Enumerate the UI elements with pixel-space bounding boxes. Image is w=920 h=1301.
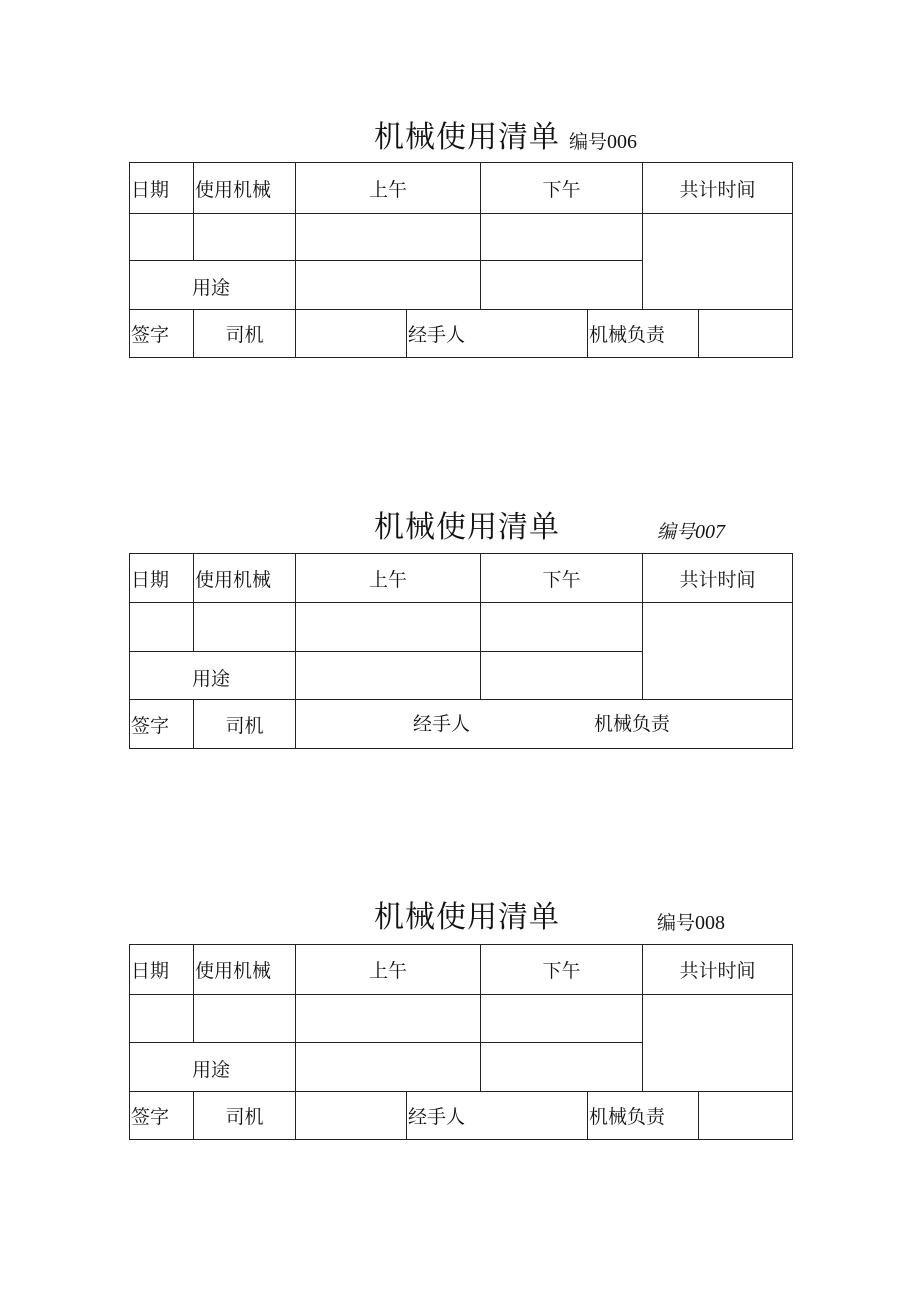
sign-label: 签字 bbox=[129, 699, 194, 749]
serial-number bbox=[569, 130, 637, 154]
machine-owner-signature-field[interactable] bbox=[698, 309, 793, 358]
header-morning: 上午 bbox=[295, 944, 481, 995]
serial-value: 007 bbox=[695, 521, 726, 543]
serial-value: 006 bbox=[607, 131, 638, 153]
machine-owner-label: 机械负责 bbox=[587, 1091, 699, 1140]
form-title: 机械使用清单 bbox=[374, 900, 560, 935]
morning-field[interactable] bbox=[295, 602, 481, 652]
driver-signature-field[interactable] bbox=[295, 309, 407, 358]
header-total-time: 共计时间 bbox=[642, 944, 793, 995]
total-time-field[interactable] bbox=[642, 213, 793, 310]
form-title: 机械使用清单 bbox=[374, 120, 560, 155]
header-morning: 上午 bbox=[295, 553, 481, 603]
sign-label: 签字 bbox=[129, 309, 194, 358]
serial-label: 编号 bbox=[569, 131, 608, 153]
purpose-label: 用途 bbox=[192, 668, 231, 690]
machine-field[interactable] bbox=[193, 213, 296, 261]
handler-label: 经手人 bbox=[413, 713, 471, 735]
driver-signature-field[interactable] bbox=[295, 1091, 407, 1140]
purpose-morning-field[interactable] bbox=[295, 651, 481, 700]
machine-owner-label: 机械负责 bbox=[587, 309, 699, 358]
purpose-label: 用途 bbox=[192, 1059, 231, 1081]
serial-label: 编号 bbox=[657, 521, 696, 543]
afternoon-field[interactable] bbox=[480, 994, 643, 1043]
header-date: 日期 bbox=[129, 162, 194, 214]
date-field[interactable] bbox=[129, 602, 194, 652]
header-morning: 上午 bbox=[295, 162, 481, 214]
serial-number bbox=[657, 911, 725, 935]
total-time-field[interactable] bbox=[642, 602, 793, 700]
machine-owner-label: 机械负责 bbox=[594, 713, 671, 735]
serial-label: 编号 bbox=[657, 912, 696, 934]
header-afternoon: 下午 bbox=[480, 944, 643, 995]
afternoon-field[interactable] bbox=[480, 213, 643, 261]
header-date: 日期 bbox=[129, 553, 194, 603]
header-total-time: 共计时间 bbox=[642, 553, 793, 603]
header-afternoon: 下午 bbox=[480, 553, 643, 603]
machine-owner-signature-field[interactable] bbox=[698, 1091, 793, 1140]
sign-label: 签字 bbox=[129, 1091, 194, 1140]
purpose-label-cell bbox=[129, 1042, 296, 1092]
serial-value: 008 bbox=[695, 912, 726, 934]
total-time-field[interactable] bbox=[642, 994, 793, 1092]
form-title: 机械使用清单 bbox=[374, 510, 560, 545]
purpose-afternoon-field[interactable] bbox=[480, 651, 643, 700]
purpose-afternoon-field[interactable] bbox=[480, 1042, 643, 1092]
purpose-morning-field[interactable] bbox=[295, 260, 481, 310]
header-date: 日期 bbox=[129, 944, 194, 995]
date-field[interactable] bbox=[129, 213, 194, 261]
purpose-label-cell bbox=[129, 651, 296, 700]
header-machine: 使用机械 bbox=[193, 553, 296, 603]
header-total-time: 共计时间 bbox=[642, 162, 793, 214]
handler-label: 经手人 bbox=[406, 1091, 588, 1140]
driver-label: 司机 bbox=[193, 699, 296, 749]
header-machine: 使用机械 bbox=[193, 944, 296, 995]
purpose-afternoon-field[interactable] bbox=[480, 260, 643, 310]
serial-number bbox=[657, 520, 725, 544]
machine-field[interactable] bbox=[193, 602, 296, 652]
header-afternoon: 下午 bbox=[480, 162, 643, 214]
driver-label: 司机 bbox=[193, 1091, 296, 1140]
morning-field[interactable] bbox=[295, 994, 481, 1043]
purpose-morning-field[interactable] bbox=[295, 1042, 481, 1092]
date-field[interactable] bbox=[129, 994, 194, 1043]
driver-label: 司机 bbox=[193, 309, 296, 358]
purpose-label-cell bbox=[129, 260, 296, 310]
signature-area[interactable] bbox=[295, 699, 793, 749]
morning-field[interactable] bbox=[295, 213, 481, 261]
purpose-label: 用途 bbox=[192, 277, 231, 299]
header-machine: 使用机械 bbox=[193, 162, 296, 214]
handler-label: 经手人 bbox=[406, 309, 588, 358]
machine-field[interactable] bbox=[193, 994, 296, 1043]
afternoon-field[interactable] bbox=[480, 602, 643, 652]
